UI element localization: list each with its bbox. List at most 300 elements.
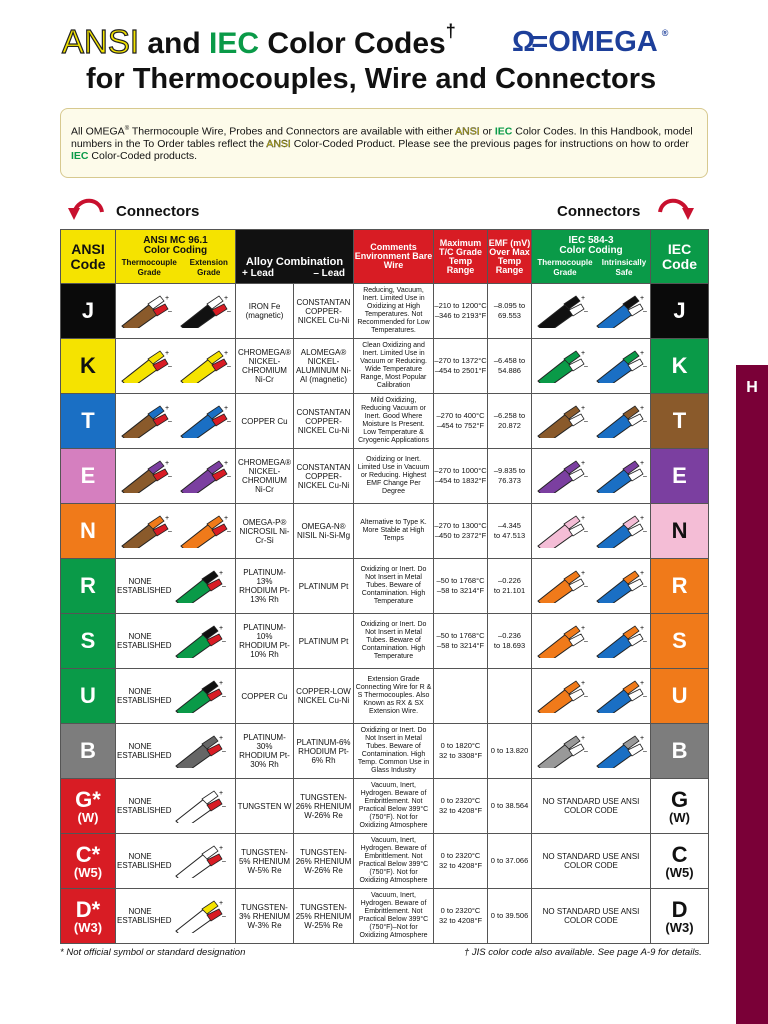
ansi-code-cell bbox=[61, 779, 116, 834]
minus-lead-cell: TUNGSTEN-26% RHENIUM W-26% Re bbox=[294, 779, 354, 834]
svg-text:–: – bbox=[167, 528, 172, 535]
svg-text:–: – bbox=[642, 363, 647, 370]
svg-text:–: – bbox=[167, 473, 172, 480]
no-standard-label: NO STANDARD USE ANSI COLOR CODE bbox=[542, 852, 640, 870]
ansi-code-cell bbox=[61, 614, 116, 669]
plus-lead-cell: PLATINUM-30% RHODIUM Pt-30% Rh bbox=[236, 724, 294, 779]
table-row bbox=[61, 394, 709, 449]
connectors-label-right: Connectors bbox=[557, 203, 641, 220]
svg-text:–: – bbox=[642, 748, 647, 755]
curved-arrow-icon bbox=[656, 194, 696, 226]
iec-code: E bbox=[672, 463, 687, 488]
intro-text: Color Codes. In this Handbook, model numbers in the To Order tables reflect the bbox=[71, 125, 693, 150]
temp-f: –450 to 2372°F bbox=[434, 531, 487, 540]
iec-code-sub: (W3) bbox=[665, 919, 694, 935]
emf-low: –6.258 to bbox=[493, 411, 526, 420]
temp-f: 32 to 3308°F bbox=[439, 751, 483, 760]
iec-wire-cell bbox=[532, 779, 651, 834]
header-iec-code: IEC Code bbox=[651, 230, 709, 284]
iec-code: D bbox=[671, 896, 688, 922]
temp-f: –454 to 1832°F bbox=[434, 476, 487, 485]
ansi-code: J bbox=[81, 298, 95, 323]
ansi-wire-cell bbox=[116, 394, 236, 449]
iec-is-wire-icon bbox=[595, 624, 647, 658]
svg-text:+: + bbox=[639, 570, 644, 577]
svg-text:–: – bbox=[221, 748, 226, 755]
svg-text:–: – bbox=[583, 418, 588, 425]
none-established-label: NONE ESTABLISHED bbox=[117, 907, 172, 925]
iec-code: K bbox=[671, 353, 688, 378]
svg-text:–: – bbox=[583, 363, 588, 370]
plus-lead-cell: TUNGSTEN-5% RHENIUM W-5% Re bbox=[236, 834, 294, 889]
iec-code: T bbox=[672, 408, 687, 433]
minus-lead-cell: OMEGA-N® NISIL Ni-Si-Mg bbox=[294, 504, 354, 559]
ansi-code: T bbox=[81, 408, 95, 433]
iec-code-cell bbox=[651, 724, 709, 779]
minus-lead-cell: CONSTANTAN COPPER-NICKEL Cu-Ni bbox=[294, 394, 354, 449]
ansi-wire-cell bbox=[116, 669, 236, 724]
plus-lead-cell: CHROMEGA® NICKEL-CHROMIUM Ni-Cr bbox=[236, 339, 294, 394]
table-body bbox=[61, 284, 709, 944]
svg-text:–: – bbox=[642, 473, 647, 480]
table-row bbox=[61, 449, 709, 504]
ansi-wire-cell bbox=[116, 449, 236, 504]
ansi-code: R bbox=[80, 573, 96, 598]
emf-cell bbox=[488, 394, 532, 449]
temp-cell bbox=[434, 504, 488, 559]
svg-text:+: + bbox=[639, 515, 644, 522]
ext-wire-icon bbox=[174, 569, 226, 603]
svg-text:+: + bbox=[639, 680, 644, 687]
iec-wire-cell bbox=[532, 449, 651, 504]
svg-text:+: + bbox=[580, 515, 585, 522]
intro-ansi: ANSI bbox=[455, 125, 480, 138]
iec-wire-cell bbox=[532, 504, 651, 559]
ansi-code: D* bbox=[75, 896, 101, 922]
header-plus-lead: + Lead bbox=[242, 268, 274, 279]
svg-text:+: + bbox=[218, 625, 223, 632]
header-ansi-mc-title: ANSI MC 96.1 bbox=[143, 234, 208, 246]
iec-wire-cell bbox=[532, 559, 651, 614]
svg-text:+: + bbox=[639, 295, 644, 302]
table-row bbox=[61, 779, 709, 834]
title-line-1 bbox=[62, 22, 456, 64]
comments-cell: Alternative to Type K. More Stable at High Temps bbox=[354, 504, 434, 559]
header-iec-tc-grade: Thermocouple Grade bbox=[537, 257, 593, 277]
table-row bbox=[61, 724, 709, 779]
svg-text:–: – bbox=[167, 308, 172, 315]
table-row bbox=[61, 284, 709, 339]
ansi-wire-cell bbox=[116, 834, 236, 889]
footnote-left: * Not official symbol or standard designation bbox=[60, 947, 246, 958]
svg-text:+: + bbox=[218, 900, 223, 907]
iec-code: B bbox=[671, 738, 688, 763]
tc-wire-icon bbox=[120, 349, 172, 383]
minus-lead-cell: COPPER-LOW NICKEL Cu-Ni bbox=[294, 669, 354, 724]
none-established-label: NONE ESTABLISHED bbox=[117, 687, 172, 705]
temp-cell bbox=[434, 834, 488, 889]
header-alloy-title: Alloy Combination bbox=[245, 255, 344, 268]
temp-cell bbox=[434, 394, 488, 449]
temp-cell bbox=[434, 614, 488, 669]
temp-cell bbox=[434, 559, 488, 614]
intro-text: All OMEGA bbox=[71, 125, 125, 138]
ext-wire-icon bbox=[179, 514, 231, 548]
emf-high: to 47.513 bbox=[493, 531, 526, 540]
header-minus-lead: – Lead bbox=[313, 268, 346, 279]
temp-f: –346 to 2193°F bbox=[434, 311, 487, 320]
intro-text: or bbox=[479, 125, 495, 138]
ansi-code-sub: (W3) bbox=[73, 919, 103, 935]
iec-code-cell bbox=[651, 614, 709, 669]
ansi-wire-cell bbox=[116, 779, 236, 834]
header-emf: EMF (mV) Over Max Temp Range bbox=[488, 230, 532, 284]
iec-tc-wire-icon bbox=[536, 514, 588, 548]
svg-text:–: – bbox=[227, 528, 232, 535]
svg-text:+: + bbox=[218, 570, 223, 577]
iec-code-cell bbox=[651, 504, 709, 559]
svg-text:+: + bbox=[639, 735, 644, 742]
iec-code: S bbox=[672, 628, 687, 653]
svg-text:–: – bbox=[583, 583, 588, 590]
comments-cell: Vacuum, Inert, Hydrogen. Beware of Embrittlement. Not Practical Below 399°C (750°F)–Not for Oxidizing Atmosphere bbox=[354, 889, 434, 944]
emf-high: to 21.101 bbox=[493, 586, 526, 595]
iec-code: J bbox=[673, 298, 686, 323]
temp-c: 0 to 2320°C bbox=[440, 851, 481, 860]
temp-c: 0 to 2320°C bbox=[440, 906, 481, 915]
emf-cell bbox=[488, 834, 532, 889]
emf-low: –8.095 to bbox=[493, 301, 526, 310]
iec-is-wire-icon bbox=[595, 349, 647, 383]
emf-cell bbox=[488, 614, 532, 669]
svg-text:–: – bbox=[227, 363, 232, 370]
title-color-codes: Color Codes bbox=[259, 27, 446, 60]
table-row bbox=[61, 504, 709, 559]
minus-lead-cell: PLATINUM Pt bbox=[294, 559, 354, 614]
ansi-code: K bbox=[80, 353, 96, 378]
svg-text:+: + bbox=[639, 460, 644, 467]
none-established-label: NONE ESTABLISHED bbox=[117, 797, 172, 815]
emf-low: 0 to 38.564 bbox=[490, 801, 529, 810]
comments-cell: Extension Grade Connecting Wire for R & S Thermocouples. Also Known as RX & SX Extension Wire. bbox=[354, 669, 434, 724]
svg-text:–: – bbox=[227, 473, 232, 480]
svg-text:+: + bbox=[224, 350, 229, 357]
iec-code-cell bbox=[651, 779, 709, 834]
svg-text:–: – bbox=[583, 638, 588, 645]
header-iec584 bbox=[532, 230, 651, 284]
svg-text:–: – bbox=[642, 418, 647, 425]
iec-is-wire-icon bbox=[595, 514, 647, 548]
omega-logo-reg: ® bbox=[661, 28, 669, 38]
temp-c: –270 to 1300°C bbox=[434, 521, 487, 530]
iec-wire-cell bbox=[532, 339, 651, 394]
comments-cell: Reducing, Vacuum, Inert. Limited Use in Oxidizing at High Temperatures. Not Recommended for Low Temperatures. bbox=[354, 284, 434, 339]
iec-wire-cell bbox=[532, 284, 651, 339]
header-alloy bbox=[236, 230, 354, 284]
iec-code-cell bbox=[651, 889, 709, 944]
iec-code-cell bbox=[651, 339, 709, 394]
iec-code-cell bbox=[651, 669, 709, 724]
svg-text:+: + bbox=[224, 515, 229, 522]
iec-wire-cell bbox=[532, 834, 651, 889]
iec-is-wire-icon bbox=[595, 294, 647, 328]
ansi-wire-cell bbox=[116, 339, 236, 394]
temp-c: 0 to 1820°C bbox=[440, 741, 481, 750]
emf-low: –0.226 bbox=[498, 576, 521, 585]
iec-code-cell bbox=[651, 834, 709, 889]
header-iec584-title: IEC 584-3 bbox=[568, 234, 614, 246]
title-dagger: † bbox=[445, 21, 456, 41]
curved-arrow-icon bbox=[66, 194, 106, 226]
tc-wire-icon bbox=[120, 459, 172, 493]
none-established-label: NONE ESTABLISHED bbox=[117, 742, 172, 760]
svg-text:–: – bbox=[642, 528, 647, 535]
emf-cell bbox=[488, 504, 532, 559]
iec-tc-wire-icon bbox=[536, 404, 588, 438]
iec-tc-wire-icon bbox=[536, 624, 588, 658]
temp-cell bbox=[434, 889, 488, 944]
table-row bbox=[61, 614, 709, 669]
iec-code: R bbox=[671, 573, 688, 598]
svg-text:–: – bbox=[642, 583, 647, 590]
iec-tc-wire-icon bbox=[536, 294, 588, 328]
svg-text:–: – bbox=[221, 638, 226, 645]
ansi-code-sub: (W) bbox=[77, 809, 99, 825]
svg-text:–: – bbox=[167, 363, 172, 370]
none-established-label: NONE ESTABLISHED bbox=[117, 577, 172, 595]
ext-wire-icon bbox=[179, 294, 231, 328]
emf-cell bbox=[488, 284, 532, 339]
svg-text:+: + bbox=[164, 295, 169, 302]
svg-text:+: + bbox=[224, 295, 229, 302]
omega-logo-text: OMEGA bbox=[548, 25, 658, 58]
title-and: and bbox=[139, 27, 210, 60]
minus-lead-cell: CONSTANTAN COPPER-NICKEL Cu-Ni bbox=[294, 284, 354, 339]
plus-lead-cell: TUNGSTEN-3% RHENIUM W-3% Re bbox=[236, 889, 294, 944]
emf-low: –0.236 bbox=[498, 631, 521, 640]
header-comments: Comments Environment Bare Wire bbox=[354, 230, 434, 284]
intro-text: Color-Coded products. bbox=[88, 149, 198, 162]
minus-lead-cell: TUNGSTEN-25% RHENIUM W-25% Re bbox=[294, 889, 354, 944]
temp-c: –50 to 1768°C bbox=[436, 576, 485, 585]
ansi-code-cell bbox=[61, 889, 116, 944]
no-standard-label: NO STANDARD USE ANSI COLOR CODE bbox=[542, 797, 640, 815]
plus-lead-cell: PLATINUM-10% RHODIUM Pt-10% Rh bbox=[236, 614, 294, 669]
color-code-table bbox=[60, 229, 709, 944]
iec-wire-cell bbox=[532, 394, 651, 449]
temp-c: –270 to 1000°C bbox=[434, 466, 487, 475]
svg-text:+: + bbox=[580, 350, 585, 357]
emf-cell bbox=[488, 339, 532, 394]
temp-cell bbox=[434, 449, 488, 504]
svg-text:+: + bbox=[580, 625, 585, 632]
ansi-code-cell bbox=[61, 284, 116, 339]
intro-iec: IEC bbox=[71, 149, 89, 162]
iec-code-sub: (W) bbox=[669, 809, 690, 825]
ansi-code-cell bbox=[61, 394, 116, 449]
plus-lead-cell: PLATINUM-13% RHODIUM Pt-13% Rh bbox=[236, 559, 294, 614]
ext-wire-icon bbox=[179, 349, 231, 383]
title-line-2: for Thermocouples, Wire and Connectors bbox=[86, 63, 657, 95]
svg-text:+: + bbox=[164, 460, 169, 467]
emf-cell bbox=[488, 559, 532, 614]
ansi-wire-cell bbox=[116, 504, 236, 559]
ansi-code: N bbox=[80, 518, 96, 543]
iec-code: U bbox=[671, 683, 688, 708]
title-ansi: ANSI bbox=[62, 23, 140, 60]
svg-text:+: + bbox=[639, 350, 644, 357]
iec-wire-cell bbox=[532, 669, 651, 724]
temp-cell bbox=[434, 284, 488, 339]
header-ansi-code: ANSI Code bbox=[61, 230, 116, 284]
emf-low: 0 to 13.820 bbox=[490, 746, 529, 755]
svg-text:–: – bbox=[642, 638, 647, 645]
iec-code-cell bbox=[651, 284, 709, 339]
svg-text:–: – bbox=[221, 858, 226, 865]
ansi-code: U bbox=[80, 683, 96, 708]
svg-text:+: + bbox=[580, 460, 585, 467]
table-row bbox=[61, 889, 709, 944]
emf-cell bbox=[488, 669, 532, 724]
svg-text:+: + bbox=[580, 680, 585, 687]
table-row bbox=[61, 339, 709, 394]
svg-text:+: + bbox=[218, 790, 223, 797]
header-ext-grade: Extension Grade bbox=[189, 257, 228, 277]
ansi-code: E bbox=[80, 463, 96, 488]
intro-text: Color-Coded Product. Please see the previous pages for instructions on how to order bbox=[290, 137, 689, 150]
svg-text:–: – bbox=[221, 913, 226, 920]
temp-cell bbox=[434, 339, 488, 394]
ansi-code-cell bbox=[61, 834, 116, 889]
ext-wire-icon bbox=[179, 404, 231, 438]
ext-wire-icon bbox=[174, 734, 226, 768]
ansi-code-cell bbox=[61, 669, 116, 724]
tc-wire-icon bbox=[120, 404, 172, 438]
svg-text:+: + bbox=[224, 460, 229, 467]
ansi-wire-cell bbox=[116, 559, 236, 614]
iec-is-wire-icon bbox=[595, 459, 647, 493]
ansi-code: G* bbox=[75, 786, 101, 812]
svg-text:–: – bbox=[642, 693, 647, 700]
temp-c: –50 to 1768°C bbox=[436, 631, 485, 640]
svg-text:+: + bbox=[164, 350, 169, 357]
emf-low: 0 to 37.066 bbox=[490, 856, 529, 865]
comments-cell: Oxidizing or Inert. Do Not Insert in Metal Tubes. Beware of Contamination. High Temperature bbox=[354, 559, 434, 614]
svg-text:+: + bbox=[224, 405, 229, 412]
none-established-label: NONE ESTABLISHED bbox=[117, 632, 172, 650]
ext-wire-icon bbox=[179, 459, 231, 493]
table-row bbox=[61, 559, 709, 614]
none-established-label: NONE ESTABLISHED bbox=[117, 852, 172, 870]
emf-cell bbox=[488, 449, 532, 504]
temp-cell bbox=[434, 669, 488, 724]
temp-f: 32 to 4208°F bbox=[439, 806, 483, 815]
comments-cell: Vacuum, Inert, Hydrogen. Beware of Embrittlement. Not Practical Below 399°C (750°F). Not for Oxidizing Atmosphere bbox=[354, 779, 434, 834]
iec-code: C bbox=[671, 841, 688, 867]
ext-wire-icon bbox=[174, 899, 226, 933]
comments-cell: Vacuum, Inert, Hydrogen. Beware of Embrittlement. Not Practical Below 399°C (750°F). Not for Oxidizing Atmosphere bbox=[354, 834, 434, 889]
omega-symbol-icon: Ω= bbox=[512, 25, 545, 58]
temp-f: 32 to 4208°F bbox=[439, 861, 483, 870]
comments-cell: Oxidizing or Inert. Limited Use in Vacuum or Reducing. Highest EMF Change Per Degree bbox=[354, 449, 434, 504]
ansi-wire-cell bbox=[116, 284, 236, 339]
iec-code-cell bbox=[651, 449, 709, 504]
temp-f: –58 to 3214°F bbox=[436, 641, 485, 650]
temp-f: –454 to 752°F bbox=[436, 421, 485, 430]
emf-cell bbox=[488, 724, 532, 779]
temp-c: 0 to 2320°C bbox=[440, 796, 481, 805]
temp-f: –454 to 2501°F bbox=[434, 366, 487, 375]
svg-text:+: + bbox=[164, 405, 169, 412]
svg-text:+: + bbox=[580, 570, 585, 577]
svg-text:–: – bbox=[221, 693, 226, 700]
comments-cell: Oxidizing or Inert. Do Not Insert in Metal Tubes. Beware of Contamination. High Temp. Common Use in Glass Industry bbox=[354, 724, 434, 779]
svg-text:–: – bbox=[227, 418, 232, 425]
comments-cell: Clean Oxidizing and Inert. Limited Use in Vacuum or Reducing. Wide Temperature Range, Most Popular Calibration bbox=[354, 339, 434, 394]
no-standard-label: NO STANDARD USE ANSI COLOR CODE bbox=[542, 907, 640, 925]
ansi-code: B bbox=[80, 738, 96, 763]
iec-tc-wire-icon bbox=[536, 349, 588, 383]
header-max-temp: Maximum T/C Grade Temp Range bbox=[434, 230, 488, 284]
temp-f: 32 to 4208°F bbox=[439, 916, 483, 925]
iec-tc-wire-icon bbox=[536, 679, 588, 713]
section-tab bbox=[736, 365, 768, 1024]
iec-code-cell bbox=[651, 559, 709, 614]
svg-text:+: + bbox=[580, 735, 585, 742]
minus-lead-cell: PLATINUM Pt bbox=[294, 614, 354, 669]
section-tab-letter: H bbox=[746, 379, 758, 396]
svg-text:–: – bbox=[227, 308, 232, 315]
intro-iec: IEC bbox=[494, 125, 513, 138]
plus-lead-cell: TUNGSTEN W bbox=[236, 779, 294, 834]
iec-is-wire-icon bbox=[595, 404, 647, 438]
ansi-code-cell bbox=[61, 449, 116, 504]
minus-lead-cell: CONSTANTAN COPPER-NICKEL Cu-Ni bbox=[294, 449, 354, 504]
intro-ansi: ANSI bbox=[266, 137, 291, 150]
iec-tc-wire-icon bbox=[536, 734, 588, 768]
emf-high: 76.373 bbox=[498, 476, 521, 485]
ansi-code-cell bbox=[61, 724, 116, 779]
emf-low: –4.345 bbox=[498, 521, 521, 530]
intro-reg: ® bbox=[124, 126, 130, 132]
minus-lead-cell: TUNGSTEN-26% RHENIUM W-26% Re bbox=[294, 834, 354, 889]
ansi-code-sub: (W5) bbox=[73, 864, 103, 880]
emf-high: 20.872 bbox=[498, 421, 521, 430]
iec-code-cell bbox=[651, 394, 709, 449]
iec-is-wire-icon bbox=[595, 734, 647, 768]
emf-high: to 18.693 bbox=[493, 641, 526, 650]
header-tc-grade: Thermocouple Grade bbox=[121, 257, 177, 277]
svg-text:+: + bbox=[639, 625, 644, 632]
footnote-right: † JIS color code also available. See page A-9 for details. bbox=[464, 947, 702, 958]
header-ansi-mc bbox=[116, 230, 236, 284]
svg-text:+: + bbox=[639, 405, 644, 412]
plus-lead-cell: CHROMEGA® NICKEL-CHROMIUM Ni-Cr bbox=[236, 449, 294, 504]
plus-lead-cell: COPPER Cu bbox=[236, 669, 294, 724]
svg-text:+: + bbox=[218, 735, 223, 742]
emf-low: 0 to 39.506 bbox=[490, 911, 529, 920]
ansi-wire-cell bbox=[116, 614, 236, 669]
ansi-wire-cell bbox=[116, 724, 236, 779]
svg-text:–: – bbox=[583, 748, 588, 755]
ansi-code: C* bbox=[75, 841, 101, 867]
svg-text:–: – bbox=[583, 528, 588, 535]
emf-cell bbox=[488, 779, 532, 834]
iec-tc-wire-icon bbox=[536, 569, 588, 603]
iec-wire-cell bbox=[532, 614, 651, 669]
svg-text:–: – bbox=[583, 473, 588, 480]
iec-wire-cell bbox=[532, 724, 651, 779]
